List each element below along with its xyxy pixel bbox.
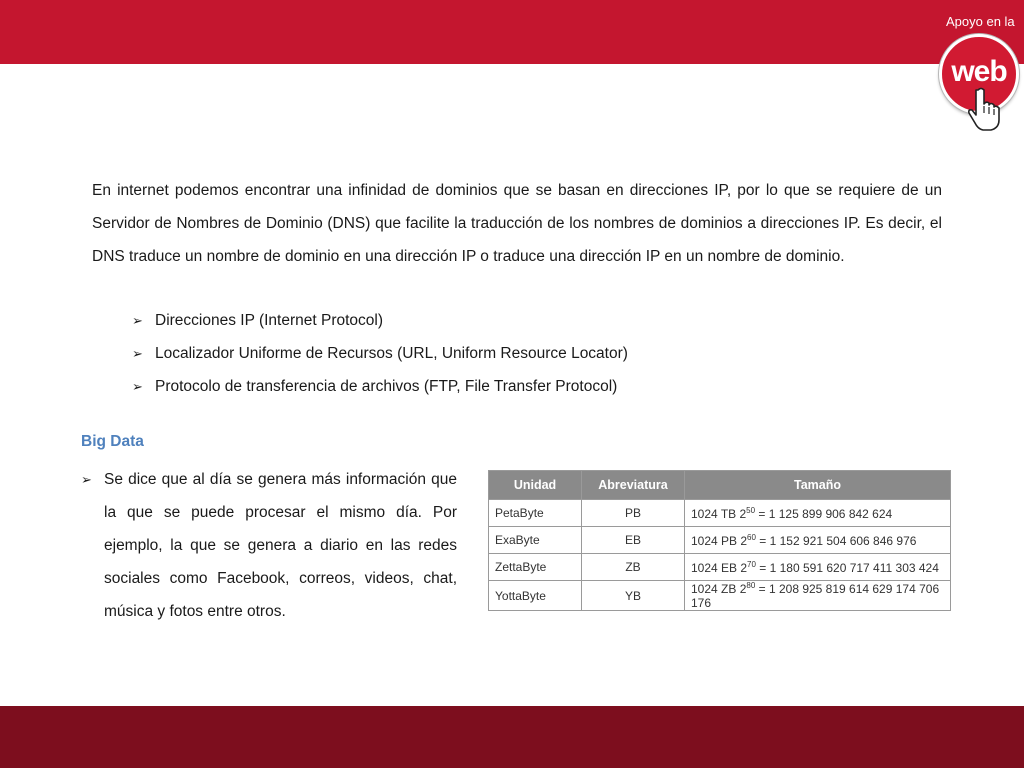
- size-prefix: 1024 PB 2: [691, 533, 748, 548]
- table-row: [489, 500, 951, 527]
- cell-abbr: EB: [582, 527, 685, 554]
- column-header: Abreviatura: [582, 471, 685, 500]
- size-prefix: 1024 EB 2: [691, 560, 748, 575]
- cell-size: [685, 581, 951, 611]
- big-data-text: Se dice que al día se genera más información que la que se puede procesar el mismo día. Por ejemplo, la que se genera a diario en las redes sociales como Facebook, correos, videos, chat, música y fotos entre otros.: [104, 471, 457, 620]
- size-prefix: 1024 TB 2: [691, 506, 747, 521]
- cell-abbr: YB: [582, 581, 685, 611]
- bullet-text: Localizador Uniforme de Recursos (URL, Uniform Resource Locator): [155, 345, 628, 362]
- bullet-text: Direcciones IP (Internet Protocol): [155, 312, 384, 329]
- size-prefix: 1024 ZB 2: [691, 582, 747, 596]
- size-value: = 1 208 925 819 614 629 174 706 176: [691, 582, 940, 610]
- logo-word: web: [951, 55, 1007, 88]
- arrow-bullet-icon: ➢: [132, 313, 143, 328]
- arrow-bullet-icon: ➢: [132, 346, 143, 361]
- data-units-table: [488, 470, 951, 611]
- list-item: [132, 304, 628, 337]
- size-exponent: 70: [747, 559, 756, 569]
- size-value: = 1 125 899 906 842 624: [755, 506, 893, 521]
- header-bar: [0, 0, 1024, 64]
- column-header: Unidad: [489, 471, 582, 500]
- list-item: [132, 370, 628, 403]
- table-row: [489, 554, 951, 581]
- table-row: [489, 527, 951, 554]
- cell-unit: ExaByte: [489, 527, 582, 554]
- bullet-text: Protocolo de transferencia de archivos (FTP, File Transfer Protocol): [155, 378, 618, 395]
- hand-cursor-icon: [968, 86, 1002, 132]
- cell-abbr: ZB: [582, 554, 685, 581]
- list-item: [132, 337, 628, 370]
- intro-paragraph: En internet podemos encontrar una infinidad de dominios que se basan en direcciones IP, por lo que se requiere de un Servidor de Nombres de Dominio (DNS) que facilite la traducción de los nombres de dominios a direcciones IP. Es decir, el DNS traduce un nombre de dominio en una dirección IP o traduce una dirección IP en un nombre de dominio.: [92, 182, 942, 265]
- size-exponent: 50: [746, 505, 756, 515]
- size-exponent: 80: [746, 581, 756, 590]
- cell-abbr: PB: [582, 500, 685, 527]
- cell-size: [685, 554, 951, 581]
- logo-caption: Apoyo en la: [946, 14, 1015, 29]
- cell-size: [685, 527, 951, 554]
- cell-unit: YottaByte: [489, 581, 582, 611]
- cell-unit: ZettaByte: [489, 554, 582, 581]
- table-header-row: [489, 471, 951, 500]
- cell-size: [685, 500, 951, 527]
- footer-bar: [0, 706, 1024, 768]
- table-row: [489, 581, 951, 611]
- size-value: = 1 152 921 504 606 846 976: [755, 533, 917, 548]
- arrow-bullet-icon: ➢: [81, 472, 92, 487]
- arrow-bullet-icon: ➢: [132, 379, 143, 394]
- intro-bullet-list: [132, 304, 628, 403]
- cell-unit: PetaByte: [489, 500, 582, 527]
- section-heading: Big Data: [81, 433, 144, 450]
- size-value: = 1 180 591 620 717 411 303 424: [755, 560, 939, 575]
- size-exponent: 60: [747, 532, 756, 542]
- column-header: Tamaño: [685, 471, 951, 500]
